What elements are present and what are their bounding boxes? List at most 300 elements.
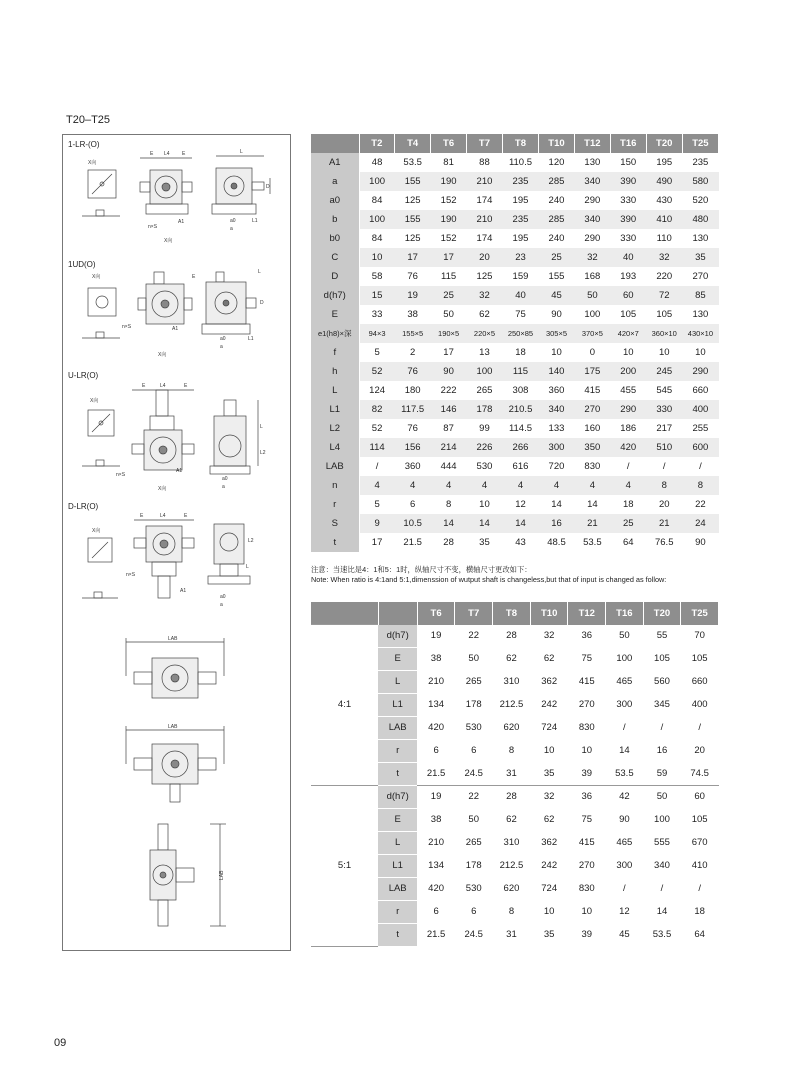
svg-text:A1: A1	[176, 468, 183, 474]
table-cell: 14	[606, 739, 644, 762]
table-cell: 330	[610, 191, 646, 210]
table-cell: 10	[568, 739, 606, 762]
table-cell: 42	[606, 785, 644, 808]
svg-text:a: a	[220, 344, 223, 350]
table-cell: 390	[610, 210, 646, 229]
table-cell: 305×5	[539, 324, 575, 343]
svg-text:E: E	[184, 383, 188, 389]
table-cell: 520	[682, 191, 718, 210]
table-cell: 390	[610, 172, 646, 191]
table-cell: 36	[568, 785, 606, 808]
table-row	[311, 514, 719, 533]
table-cell: 830	[568, 877, 606, 900]
table-cell: /	[646, 457, 682, 476]
table-cell: 33	[359, 305, 395, 324]
page-number: 09	[54, 1037, 67, 1049]
row-label: e1(h8)×深	[311, 324, 359, 343]
table-cell: 2	[395, 343, 431, 362]
table-cell: 85	[682, 286, 718, 305]
table-cell: 15	[359, 286, 395, 305]
row-label: t	[378, 762, 417, 785]
table-cell: 155	[395, 172, 431, 191]
table-cell: 50	[606, 625, 644, 648]
table-cell: 660	[682, 381, 718, 400]
spec-table	[311, 134, 719, 552]
table-cell: 130	[682, 305, 718, 324]
table-row	[311, 210, 719, 229]
table-cell: 60	[681, 785, 719, 808]
table-cell: 290	[574, 191, 610, 210]
table-cell: 10	[610, 343, 646, 362]
table-cell: 415	[568, 670, 606, 693]
table-cell: 94×3	[359, 324, 395, 343]
table-cell: 10	[568, 900, 606, 923]
gearbox-drawing-dlr	[80, 512, 285, 612]
table-cell: 75	[502, 305, 538, 324]
section-label-u-lr: U-LR(O)	[68, 371, 99, 380]
table-cell: 175	[574, 362, 610, 381]
table-cell: 555	[643, 831, 681, 854]
table-cell: 110	[646, 229, 682, 248]
header-t7: T7	[455, 602, 493, 625]
section-label-1-lr: 1-LR-(O)	[68, 140, 100, 149]
header-t7: T7	[467, 134, 503, 153]
table-cell: 4	[610, 476, 646, 495]
table-cell: 400	[682, 400, 718, 419]
svg-text:A1: A1	[178, 219, 185, 225]
table-cell: 20	[467, 248, 503, 267]
table-cell: 480	[682, 210, 718, 229]
svg-text:X向: X向	[164, 238, 173, 244]
table-cell: 18	[502, 343, 538, 362]
table-cell: 212.5	[493, 693, 531, 716]
table-cell: 580	[682, 172, 718, 191]
table-cell: 178	[455, 854, 493, 877]
table-cell: 155×5	[395, 324, 431, 343]
table-cell: /	[643, 716, 681, 739]
table-cell: 14	[539, 495, 575, 514]
header-t8: T8	[502, 134, 538, 153]
note-cn: 注意：当速比是4：1和5：1时，纵轴尺寸不变，横轴尺寸更改如下：	[311, 565, 532, 574]
table-cell: 362	[530, 831, 568, 854]
table-cell: 242	[530, 693, 568, 716]
table-cell: 193	[610, 267, 646, 286]
table-cell: 214	[431, 438, 467, 457]
table-cell: 300	[606, 693, 644, 716]
table-cell: 285	[539, 172, 575, 191]
row-label: C	[311, 248, 359, 267]
table-cell: 62	[467, 305, 503, 324]
table-cell: /	[610, 457, 646, 476]
table-cell: 600	[682, 438, 718, 457]
table-cell: 18	[681, 900, 719, 923]
svg-text:D: D	[260, 300, 264, 306]
table-cell: 17	[359, 533, 395, 552]
table-cell: 212.5	[493, 854, 531, 877]
table-row	[311, 248, 719, 267]
table-cell: 75	[568, 647, 606, 670]
table-cell: 55	[643, 625, 681, 648]
table-cell: 25	[431, 286, 467, 305]
table-cell: 266	[502, 438, 538, 457]
table-cell: 21	[574, 514, 610, 533]
table-row	[311, 191, 719, 210]
table-cell: 72	[646, 286, 682, 305]
row-label: E	[378, 808, 417, 831]
table-cell: 130	[682, 229, 718, 248]
svg-text:A1: A1	[180, 588, 187, 594]
header-t10: T10	[530, 602, 568, 625]
header-t10: T10	[539, 134, 575, 153]
svg-text:X向: X向	[92, 528, 101, 534]
table-cell: 105	[681, 808, 719, 831]
table-cell: 168	[574, 267, 610, 286]
table-cell: 130	[574, 153, 610, 172]
row-label: r	[311, 495, 359, 514]
table-cell: 9	[359, 514, 395, 533]
table-cell: 465	[606, 831, 644, 854]
header-t25: T25	[682, 134, 718, 153]
table-cell: 180	[395, 381, 431, 400]
svg-text:E: E	[182, 151, 186, 157]
table-cell: 13	[467, 343, 503, 362]
lab-drawing-horizontal	[120, 636, 230, 708]
table-cell: 88	[467, 153, 503, 172]
table-cell: 50	[574, 286, 610, 305]
table-cell: 14	[502, 514, 538, 533]
table-cell: 420	[417, 877, 455, 900]
row-label: E	[378, 647, 417, 670]
table-row	[311, 438, 719, 457]
table-cell: 174	[467, 191, 503, 210]
table-cell: 100	[574, 305, 610, 324]
table-cell: 152	[431, 191, 467, 210]
header-t6: T6	[417, 602, 455, 625]
row-label: t	[378, 923, 417, 946]
svg-text:A1: A1	[172, 326, 179, 332]
gearbox-drawing-1ud	[80, 268, 285, 363]
table-cell: 255	[682, 419, 718, 438]
table-cell: 36	[568, 625, 606, 648]
svg-text:L1: L1	[252, 218, 258, 224]
row-label: LAB	[378, 877, 417, 900]
table-cell: 105	[610, 305, 646, 324]
table-cell: 90	[606, 808, 644, 831]
header-t12: T12	[574, 134, 610, 153]
table-cell: 4	[574, 476, 610, 495]
table-cell: 24	[682, 514, 718, 533]
table-cell: 150	[610, 153, 646, 172]
table-cell: 724	[530, 877, 568, 900]
table-cell: 250×85	[502, 324, 538, 343]
row-label: r	[378, 739, 417, 762]
table-cell: 146	[431, 400, 467, 419]
table-cell: 62	[530, 647, 568, 670]
table-cell: 32	[646, 248, 682, 267]
table-cell: 10	[530, 739, 568, 762]
row-label: f	[311, 343, 359, 362]
svg-text:n×S: n×S	[126, 572, 136, 578]
table-cell: 52	[359, 362, 395, 381]
header-t4: T4	[395, 134, 431, 153]
table-cell: 110.5	[502, 153, 538, 172]
table-cell: 340	[539, 400, 575, 419]
table-cell: 290	[574, 229, 610, 248]
table-cell: 125	[395, 229, 431, 248]
svg-text:E: E	[150, 151, 154, 157]
table-cell: 410	[681, 854, 719, 877]
table-cell: 12	[502, 495, 538, 514]
table-cell: 35	[682, 248, 718, 267]
table-cell: 10	[646, 343, 682, 362]
table-cell: 19	[417, 625, 455, 648]
gearbox-drawing-1lr	[80, 148, 285, 248]
table-cell: 660	[681, 670, 719, 693]
row-label: L	[378, 670, 417, 693]
table-cell: 39	[568, 923, 606, 946]
table-cell: 38	[417, 808, 455, 831]
table-cell: 465	[606, 670, 644, 693]
table-cell: 310	[493, 670, 531, 693]
svg-text:X向: X向	[158, 352, 167, 358]
table-cell: 134	[417, 854, 455, 877]
header-t16: T16	[606, 602, 644, 625]
table-cell: 245	[646, 362, 682, 381]
table-cell: 58	[359, 267, 395, 286]
row-label: d(h7)	[378, 785, 417, 808]
table-cell: 290	[610, 400, 646, 419]
table-cell: 48	[359, 153, 395, 172]
table-cell: 455	[610, 381, 646, 400]
table-cell: 87	[431, 419, 467, 438]
table-cell: 10	[530, 900, 568, 923]
row-label: D	[311, 267, 359, 286]
table-cell: 105	[643, 647, 681, 670]
table-cell: 10	[467, 495, 503, 514]
table-cell: 415	[568, 831, 606, 854]
table-cell: 32	[467, 286, 503, 305]
svg-text:a0: a0	[230, 218, 236, 224]
table-cell: 10.5	[395, 514, 431, 533]
table-cell: 195	[646, 153, 682, 172]
table-cell: /	[359, 457, 395, 476]
table-cell: 160	[574, 419, 610, 438]
svg-text:E: E	[140, 513, 144, 519]
table-cell: 10	[359, 248, 395, 267]
svg-text:X向: X向	[88, 160, 97, 166]
table-cell: 240	[539, 229, 575, 248]
table-cell: 90	[682, 533, 718, 552]
table-cell: 59	[643, 762, 681, 785]
table-cell: 16	[643, 739, 681, 762]
table-cell: 48.5	[539, 533, 575, 552]
table-cell: 84	[359, 191, 395, 210]
table-cell: 4	[539, 476, 575, 495]
table-row	[311, 324, 719, 343]
svg-text:LAB: LAB	[219, 870, 225, 880]
table-cell: 530	[455, 877, 493, 900]
svg-text:X向: X向	[90, 398, 99, 404]
table-cell: 530	[455, 716, 493, 739]
table-cell: 114	[359, 438, 395, 457]
table-cell: 90	[431, 362, 467, 381]
table-cell: 76.5	[646, 533, 682, 552]
table-cell: 35	[530, 762, 568, 785]
row-label: t	[311, 533, 359, 552]
table-cell: 4	[467, 476, 503, 495]
table-cell: 120	[539, 153, 575, 172]
table-cell: 410	[646, 210, 682, 229]
table-cell: 75	[568, 808, 606, 831]
table-cell: 4	[502, 476, 538, 495]
row-label: a0	[311, 191, 359, 210]
table-cell: 70	[681, 625, 719, 648]
table-cell: 28	[431, 533, 467, 552]
row-label: A1	[311, 153, 359, 172]
svg-text:n×S: n×S	[148, 224, 158, 230]
table-cell: 235	[682, 153, 718, 172]
table-row	[311, 229, 719, 248]
table-cell: 240	[539, 191, 575, 210]
row-label: L4	[311, 438, 359, 457]
table-cell: 32	[530, 785, 568, 808]
table-row	[311, 343, 719, 362]
table-cell: 330	[646, 400, 682, 419]
table-cell: 17	[431, 343, 467, 362]
row-label: L2	[311, 419, 359, 438]
table-row	[311, 419, 719, 438]
row-label: LAB	[311, 457, 359, 476]
table-cell: 10	[539, 343, 575, 362]
header-t8: T8	[493, 602, 531, 625]
table-cell: 235	[502, 210, 538, 229]
header-t20: T20	[643, 602, 681, 625]
svg-text:L4: L4	[164, 151, 170, 157]
svg-text:X向: X向	[158, 486, 167, 492]
table-row	[311, 305, 719, 324]
table-cell: 270	[574, 400, 610, 419]
table-row	[311, 476, 719, 495]
table-cell: 133	[539, 419, 575, 438]
table-cell: 220	[646, 267, 682, 286]
table-row	[311, 362, 719, 381]
table-cell: 620	[493, 716, 531, 739]
table-cell: 0	[574, 343, 610, 362]
table-cell: 50	[643, 785, 681, 808]
row-label: E	[311, 305, 359, 324]
table-cell: 560	[643, 670, 681, 693]
row-label: b	[311, 210, 359, 229]
table-cell: 420×7	[610, 324, 646, 343]
table-cell: 400	[681, 693, 719, 716]
svg-text:L: L	[240, 149, 243, 155]
table-cell: 265	[467, 381, 503, 400]
table-cell: 134	[417, 693, 455, 716]
table-cell: 74.5	[681, 762, 719, 785]
table-cell: 4	[359, 476, 395, 495]
ratio-group-label: 4:1	[311, 625, 378, 786]
header-t16: T16	[610, 134, 646, 153]
table-cell: 17	[431, 248, 467, 267]
table-cell: 50	[455, 647, 493, 670]
table-cell: 210.5	[502, 400, 538, 419]
table-cell: 62	[530, 808, 568, 831]
table-cell: 20	[646, 495, 682, 514]
table-cell: /	[681, 877, 719, 900]
table-cell: 444	[431, 457, 467, 476]
table-cell: 8	[493, 739, 531, 762]
table-cell: 415	[574, 381, 610, 400]
table-cell: 76	[395, 362, 431, 381]
table-cell: 217	[646, 419, 682, 438]
table-cell: 6	[417, 900, 455, 923]
table-cell: 210	[417, 831, 455, 854]
table-cell: 45	[606, 923, 644, 946]
table-cell: /	[606, 877, 644, 900]
svg-text:L2: L2	[260, 450, 266, 456]
svg-text:L4: L4	[160, 513, 166, 519]
table-cell: 84	[359, 229, 395, 248]
svg-text:a: a	[220, 602, 223, 608]
table-cell: 125	[467, 267, 503, 286]
table-cell: 14	[643, 900, 681, 923]
row-label: r	[378, 900, 417, 923]
table-cell: 19	[395, 286, 431, 305]
table-cell: 4	[431, 476, 467, 495]
svg-text:L2: L2	[248, 538, 254, 544]
table-cell: 60	[610, 286, 646, 305]
table-cell: 25	[610, 514, 646, 533]
table-cell: 64	[681, 923, 719, 946]
svg-text:D: D	[266, 184, 270, 190]
table-cell: 100	[606, 647, 644, 670]
table-cell: 35	[467, 533, 503, 552]
table-cell: 345	[643, 693, 681, 716]
table-cell: 530	[467, 457, 503, 476]
table-cell: 270	[568, 854, 606, 877]
header-t20: T20	[646, 134, 682, 153]
header-blank	[311, 602, 378, 625]
table-cell: 28	[493, 785, 531, 808]
series-title: T20–T25	[66, 114, 111, 126]
table-cell: 76	[395, 267, 431, 286]
table-cell: 32	[530, 625, 568, 648]
table-cell: 226	[467, 438, 503, 457]
table-cell: 115	[431, 267, 467, 286]
row-label: L1	[378, 854, 417, 877]
svg-text:a0: a0	[220, 336, 226, 342]
table-cell: 285	[539, 210, 575, 229]
table-cell: 620	[493, 877, 531, 900]
table-cell: 17	[395, 248, 431, 267]
table-cell: 53.5	[574, 533, 610, 552]
table-cell: 510	[646, 438, 682, 457]
table-row	[311, 172, 719, 191]
table-row	[311, 457, 719, 476]
table-cell: 125	[395, 191, 431, 210]
svg-text:L4: L4	[160, 383, 166, 389]
table-cell: 300	[539, 438, 575, 457]
lab-drawing-bottom-shaft	[120, 724, 230, 806]
table-cell: 350	[574, 438, 610, 457]
table-cell: 210	[467, 172, 503, 191]
table-cell: 490	[646, 172, 682, 191]
header-t12: T12	[568, 602, 606, 625]
table-row	[311, 267, 719, 286]
ratio-group-label: 5:1	[311, 785, 378, 946]
table-cell: 4	[395, 476, 431, 495]
table-cell: 265	[455, 831, 493, 854]
